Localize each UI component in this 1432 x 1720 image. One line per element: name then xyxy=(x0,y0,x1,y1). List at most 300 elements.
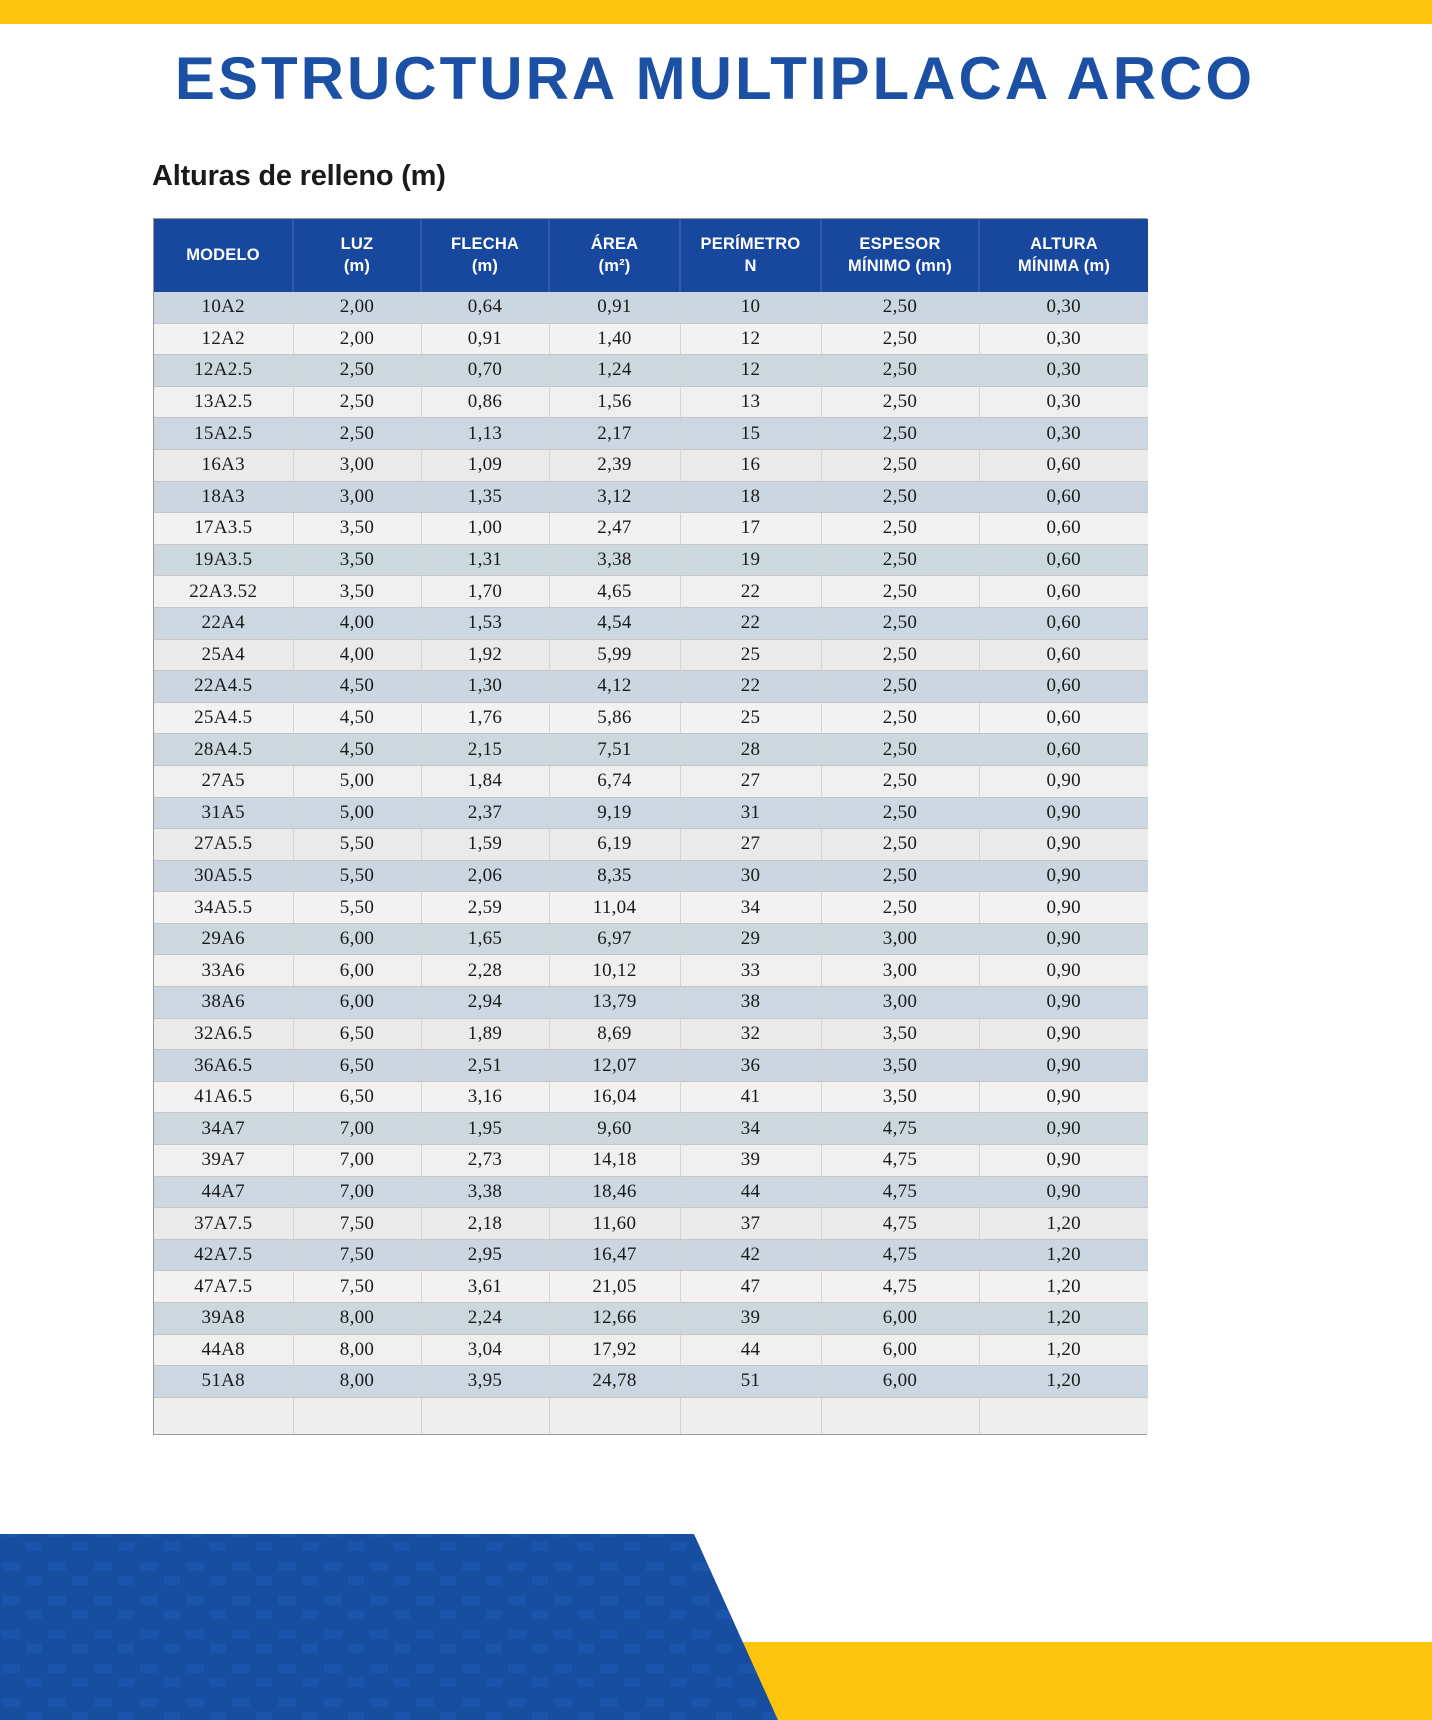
table-header xyxy=(154,219,1148,292)
table-cell: 7,51 xyxy=(549,734,680,766)
table-cell: 4,75 xyxy=(821,1176,979,1208)
table-cell: 2,50 xyxy=(821,355,979,387)
table-cell: 41A6.5 xyxy=(154,1081,293,1113)
table-cell: 37 xyxy=(680,1208,821,1240)
table-cell: 7,00 xyxy=(293,1176,421,1208)
table-cell: 1,40 xyxy=(549,323,680,355)
column-header-modelo xyxy=(154,219,293,292)
table-cell: 5,86 xyxy=(549,702,680,734)
column-header-luz xyxy=(293,219,421,292)
table-cell-blank xyxy=(154,1397,293,1434)
table-cell: 0,90 xyxy=(979,1145,1148,1177)
table-cell: 1,20 xyxy=(979,1239,1148,1271)
column-header-espesor-line1: ESPESOR xyxy=(859,235,941,254)
table-cell: 22A4 xyxy=(154,607,293,639)
table-cell: 2,50 xyxy=(821,481,979,513)
table-cell: 17A3.5 xyxy=(154,513,293,545)
table-cell: 6,00 xyxy=(293,987,421,1019)
table-cell: 0,91 xyxy=(421,323,549,355)
table-cell: 30 xyxy=(680,860,821,892)
table-cell: 33 xyxy=(680,955,821,987)
table-row xyxy=(154,639,1148,671)
table-cell: 16 xyxy=(680,449,821,481)
table-cell-blank xyxy=(549,1397,680,1434)
table-cell: 4,50 xyxy=(293,734,421,766)
table-cell: 2,15 xyxy=(421,734,549,766)
table-cell: 44A7 xyxy=(154,1176,293,1208)
table-cell: 2,50 xyxy=(821,513,979,545)
table-cell: 1,65 xyxy=(421,923,549,955)
table-cell: 9,19 xyxy=(549,797,680,829)
table-cell: 1,00 xyxy=(421,513,549,545)
spec-table-container xyxy=(153,218,1147,1435)
table-row xyxy=(154,702,1148,734)
table-cell: 34 xyxy=(680,892,821,924)
table-cell: 0,90 xyxy=(979,860,1148,892)
table-cell: 32A6.5 xyxy=(154,1018,293,1050)
table-cell: 0,60 xyxy=(979,671,1148,703)
table-cell: 42A7.5 xyxy=(154,1239,293,1271)
table-cell: 1,95 xyxy=(421,1113,549,1145)
table-cell: 12A2 xyxy=(154,323,293,355)
table-cell: 22A3.52 xyxy=(154,576,293,608)
table-cell: 0,60 xyxy=(979,607,1148,639)
table-cell: 47 xyxy=(680,1271,821,1303)
page-title: ESTRUCTURA MULTIPLACA ARCO xyxy=(174,45,1256,112)
table-cell: 8,00 xyxy=(293,1334,421,1366)
table-cell: 1,20 xyxy=(979,1303,1148,1335)
table-cell: 2,00 xyxy=(293,323,421,355)
table-cell: 0,30 xyxy=(979,355,1148,387)
table-row xyxy=(154,481,1148,513)
footer-yellow-shape xyxy=(662,1642,1432,1720)
table-cell: 6,50 xyxy=(293,1081,421,1113)
table-cell: 22 xyxy=(680,607,821,639)
table-row xyxy=(154,797,1148,829)
table-cell: 0,60 xyxy=(979,513,1148,545)
table-cell: 25 xyxy=(680,639,821,671)
column-header-flecha-line2: (m) xyxy=(471,256,499,275)
table-cell: 31A5 xyxy=(154,797,293,829)
table-cell: 3,50 xyxy=(821,1050,979,1082)
table-cell: 2,50 xyxy=(821,671,979,703)
table-cell: 15A2.5 xyxy=(154,418,293,450)
table-cell: 2,50 xyxy=(821,607,979,639)
table-cell: 12,07 xyxy=(549,1050,680,1082)
table-cell: 8,35 xyxy=(549,860,680,892)
table-row xyxy=(154,1176,1148,1208)
table-cell: 4,50 xyxy=(293,671,421,703)
table-cell: 4,54 xyxy=(549,607,680,639)
table-cell: 24,78 xyxy=(549,1366,680,1398)
table-cell: 2,24 xyxy=(421,1303,549,1335)
table-cell: 42 xyxy=(680,1239,821,1271)
table-cell: 1,76 xyxy=(421,702,549,734)
table-cell: 27A5 xyxy=(154,765,293,797)
table-cell: 2,06 xyxy=(421,860,549,892)
table-cell: 6,00 xyxy=(821,1334,979,1366)
table-cell: 2,50 xyxy=(821,892,979,924)
table-cell: 25A4 xyxy=(154,639,293,671)
table-cell: 2,37 xyxy=(421,797,549,829)
table-cell: 44A8 xyxy=(154,1334,293,1366)
table-cell-blank xyxy=(821,1397,979,1434)
table-row xyxy=(154,1208,1148,1240)
table-cell: 5,50 xyxy=(293,892,421,924)
table-cell: 41 xyxy=(680,1081,821,1113)
table-cell: 0,90 xyxy=(979,829,1148,861)
table-cell: 1,35 xyxy=(421,481,549,513)
table-cell: 16A3 xyxy=(154,449,293,481)
table-cell: 2,50 xyxy=(821,829,979,861)
table-cell: 11,60 xyxy=(549,1208,680,1240)
table-cell: 13 xyxy=(680,386,821,418)
table-cell: 44 xyxy=(680,1334,821,1366)
table-cell: 0,90 xyxy=(979,1081,1148,1113)
table-cell: 0,30 xyxy=(979,323,1148,355)
table-cell: 3,50 xyxy=(293,576,421,608)
table-cell: 2,47 xyxy=(549,513,680,545)
table-cell: 2,50 xyxy=(821,292,979,323)
table-cell: 29A6 xyxy=(154,923,293,955)
table-cell: 12,66 xyxy=(549,1303,680,1335)
table-cell: 0,60 xyxy=(979,639,1148,671)
table-row xyxy=(154,892,1148,924)
table-cell: 3,16 xyxy=(421,1081,549,1113)
table-cell-blank xyxy=(680,1397,821,1434)
table-cell: 19 xyxy=(680,544,821,576)
table-cell: 2,50 xyxy=(293,418,421,450)
table-row xyxy=(154,1334,1148,1366)
table-cell: 3,50 xyxy=(821,1018,979,1050)
table-row xyxy=(154,576,1148,608)
column-header-altura-line2: MÍNIMA (m) xyxy=(1017,256,1111,275)
table-cell: 2,50 xyxy=(821,639,979,671)
table-cell: 28 xyxy=(680,734,821,766)
table-cell: 28A4.5 xyxy=(154,734,293,766)
table-cell: 0,70 xyxy=(421,355,549,387)
table-cell: 11,04 xyxy=(549,892,680,924)
table-cell: 29 xyxy=(680,923,821,955)
table-cell: 10A2 xyxy=(154,292,293,323)
table-cell: 2,50 xyxy=(821,765,979,797)
table-cell: 16,47 xyxy=(549,1239,680,1271)
table-cell: 1,20 xyxy=(979,1366,1148,1398)
table-row xyxy=(154,449,1148,481)
table-cell: 6,74 xyxy=(549,765,680,797)
table-cell: 0,60 xyxy=(979,544,1148,576)
table-cell: 47A7.5 xyxy=(154,1271,293,1303)
table-cell: 34A7 xyxy=(154,1113,293,1145)
column-header-perimetro-line1: PERÍMETRO xyxy=(700,235,801,254)
table-cell: 1,84 xyxy=(421,765,549,797)
table-cell: 5,00 xyxy=(293,765,421,797)
table-cell: 1,20 xyxy=(979,1208,1148,1240)
table-cell: 0,60 xyxy=(979,702,1148,734)
footer-graphic xyxy=(0,1456,1432,1720)
table-cell: 30A5.5 xyxy=(154,860,293,892)
table-row xyxy=(154,987,1148,1019)
table-cell: 39A8 xyxy=(154,1303,293,1335)
table-cell: 3,50 xyxy=(293,513,421,545)
table-row xyxy=(154,355,1148,387)
table-cell: 2,59 xyxy=(421,892,549,924)
table-cell: 6,50 xyxy=(293,1050,421,1082)
table-cell: 27 xyxy=(680,829,821,861)
table-cell: 25 xyxy=(680,702,821,734)
table-cell: 0,60 xyxy=(979,449,1148,481)
table-cell: 7,50 xyxy=(293,1239,421,1271)
column-header-flecha xyxy=(421,219,549,292)
table-row xyxy=(154,1145,1148,1177)
table-cell: 0,30 xyxy=(979,386,1148,418)
table-cell: 17,92 xyxy=(549,1334,680,1366)
section-subtitle: Alturas de relleno (m) xyxy=(152,160,446,192)
table-cell: 10,12 xyxy=(549,955,680,987)
table-cell: 12 xyxy=(680,355,821,387)
table-cell: 4,75 xyxy=(821,1145,979,1177)
table-cell: 0,90 xyxy=(979,765,1148,797)
table-cell: 2,51 xyxy=(421,1050,549,1082)
table-cell: 36 xyxy=(680,1050,821,1082)
table-row xyxy=(154,1050,1148,1082)
column-header-area-line1: ÁREA xyxy=(590,235,639,254)
table-cell: 22 xyxy=(680,576,821,608)
table-cell: 13A2.5 xyxy=(154,386,293,418)
table-cell: 51 xyxy=(680,1366,821,1398)
table-cell: 3,38 xyxy=(549,544,680,576)
table-cell: 0,90 xyxy=(979,1018,1148,1050)
table-cell: 1,70 xyxy=(421,576,549,608)
table-cell: 2,50 xyxy=(821,449,979,481)
table-cell: 38 xyxy=(680,987,821,1019)
table-cell: 1,09 xyxy=(421,449,549,481)
table-cell: 7,00 xyxy=(293,1113,421,1145)
table-cell: 0,90 xyxy=(979,955,1148,987)
table-cell: 0,60 xyxy=(979,734,1148,766)
table-cell: 7,50 xyxy=(293,1271,421,1303)
table-cell: 22A4.5 xyxy=(154,671,293,703)
column-header-espesor-line2: MÍNIMO (mn) xyxy=(848,256,952,275)
table-cell: 1,89 xyxy=(421,1018,549,1050)
table-cell: 3,00 xyxy=(293,449,421,481)
table-cell: 9,60 xyxy=(549,1113,680,1145)
table-cell: 2,94 xyxy=(421,987,549,1019)
table-cell: 3,95 xyxy=(421,1366,549,1398)
table-cell: 18,46 xyxy=(549,1176,680,1208)
table-cell: 0,90 xyxy=(979,1113,1148,1145)
table-cell: 2,50 xyxy=(821,734,979,766)
table-cell-blank xyxy=(293,1397,421,1434)
table-cell: 0,60 xyxy=(979,481,1148,513)
table-cell: 13,79 xyxy=(549,987,680,1019)
table-cell: 6,00 xyxy=(293,923,421,955)
table-cell: 0,64 xyxy=(421,292,549,323)
table-cell: 2,50 xyxy=(821,576,979,608)
table-cell-blank xyxy=(421,1397,549,1434)
table-cell: 14,18 xyxy=(549,1145,680,1177)
table-cell: 6,19 xyxy=(549,829,680,861)
table-row xyxy=(154,323,1148,355)
column-header-perimetro-line2: N xyxy=(744,256,757,275)
table-cell: 51A8 xyxy=(154,1366,293,1398)
table-cell: 4,00 xyxy=(293,607,421,639)
table-cell: 0,90 xyxy=(979,797,1148,829)
table-cell: 1,56 xyxy=(549,386,680,418)
table-cell: 32 xyxy=(680,1018,821,1050)
table-cell: 18 xyxy=(680,481,821,513)
table-cell: 1,53 xyxy=(421,607,549,639)
footer-shapes xyxy=(0,1456,1432,1720)
table-cell: 37A7.5 xyxy=(154,1208,293,1240)
table-cell: 10 xyxy=(680,292,821,323)
table-cell: 39 xyxy=(680,1303,821,1335)
table-cell: 2,50 xyxy=(821,797,979,829)
table-cell: 6,00 xyxy=(293,955,421,987)
table-row xyxy=(154,1366,1148,1398)
table-cell: 39 xyxy=(680,1145,821,1177)
table-row xyxy=(154,860,1148,892)
table-cell: 2,00 xyxy=(293,292,421,323)
column-header-luz-line2: (m) xyxy=(343,256,371,275)
column-header-altura xyxy=(979,219,1148,292)
table-cell: 4,00 xyxy=(293,639,421,671)
column-header-luz-line1: LUZ xyxy=(340,235,374,254)
table-cell: 0,30 xyxy=(979,418,1148,450)
table-cell: 3,50 xyxy=(293,544,421,576)
table-cell: 3,00 xyxy=(821,955,979,987)
table-cell: 2,28 xyxy=(421,955,549,987)
table-cell: 3,61 xyxy=(421,1271,549,1303)
table-cell: 25A4.5 xyxy=(154,702,293,734)
table-cell: 3,12 xyxy=(549,481,680,513)
table-cell: 3,00 xyxy=(821,987,979,1019)
table-cell: 4,65 xyxy=(549,576,680,608)
table-row xyxy=(154,1271,1148,1303)
table-row-blank xyxy=(154,1397,1148,1434)
table-cell: 0,90 xyxy=(979,892,1148,924)
table-cell: 6,50 xyxy=(293,1018,421,1050)
table-cell: 1,92 xyxy=(421,639,549,671)
table-cell: 0,91 xyxy=(549,292,680,323)
table-cell: 4,75 xyxy=(821,1239,979,1271)
table-cell: 4,75 xyxy=(821,1113,979,1145)
table-cell: 17 xyxy=(680,513,821,545)
table-cell: 12 xyxy=(680,323,821,355)
column-header-area-line2: (m²) xyxy=(598,256,631,275)
table-cell: 5,50 xyxy=(293,860,421,892)
table-cell: 8,69 xyxy=(549,1018,680,1050)
column-header-flecha-line1: FLECHA xyxy=(450,235,520,254)
table-cell: 2,50 xyxy=(821,544,979,576)
table-cell: 21,05 xyxy=(549,1271,680,1303)
table-row xyxy=(154,829,1148,861)
table-cell: 6,00 xyxy=(821,1366,979,1398)
top-accent-bar xyxy=(0,0,1432,24)
table-row xyxy=(154,1303,1148,1335)
table-cell: 31 xyxy=(680,797,821,829)
table-cell: 1,24 xyxy=(549,355,680,387)
table-cell: 39A7 xyxy=(154,1145,293,1177)
table-cell: 34A5.5 xyxy=(154,892,293,924)
table-cell: 0,30 xyxy=(979,292,1148,323)
table-cell: 7,00 xyxy=(293,1145,421,1177)
table-cell: 0,60 xyxy=(979,576,1148,608)
table-cell: 0,90 xyxy=(979,923,1148,955)
table-row xyxy=(154,734,1148,766)
table-row xyxy=(154,765,1148,797)
table-cell: 34 xyxy=(680,1113,821,1145)
table-cell: 2,17 xyxy=(549,418,680,450)
footer-blue-shape xyxy=(0,1534,778,1720)
table-cell: 0,86 xyxy=(421,386,549,418)
table-cell: 2,50 xyxy=(293,386,421,418)
table-cell: 1,30 xyxy=(421,671,549,703)
column-header-espesor xyxy=(821,219,979,292)
table-cell: 2,50 xyxy=(821,386,979,418)
table-cell: 2,95 xyxy=(421,1239,549,1271)
table-body xyxy=(154,292,1148,1434)
table-cell: 3,00 xyxy=(293,481,421,513)
table-cell: 3,00 xyxy=(821,923,979,955)
table-row xyxy=(154,671,1148,703)
table-cell: 16,04 xyxy=(549,1081,680,1113)
table-row xyxy=(154,292,1148,323)
table-cell: 2,73 xyxy=(421,1145,549,1177)
table-cell: 33A6 xyxy=(154,955,293,987)
table-cell: 27 xyxy=(680,765,821,797)
table-cell: 3,04 xyxy=(421,1334,549,1366)
column-header-modelo-line1: MODELO xyxy=(186,245,260,264)
table-cell: 22 xyxy=(680,671,821,703)
table-cell: 0,90 xyxy=(979,987,1148,1019)
table-cell: 8,00 xyxy=(293,1366,421,1398)
table-cell: 1,31 xyxy=(421,544,549,576)
table-cell: 6,00 xyxy=(821,1303,979,1335)
table-cell: 3,50 xyxy=(821,1081,979,1113)
table-cell: 5,99 xyxy=(549,639,680,671)
table-row xyxy=(154,607,1148,639)
table-cell: 3,38 xyxy=(421,1176,549,1208)
table-row xyxy=(154,544,1148,576)
table-cell: 18A3 xyxy=(154,481,293,513)
table-cell: 36A6.5 xyxy=(154,1050,293,1082)
table-cell: 1,20 xyxy=(979,1271,1148,1303)
table-row xyxy=(154,386,1148,418)
table-row xyxy=(154,955,1148,987)
table-cell: 1,59 xyxy=(421,829,549,861)
table-cell: 4,12 xyxy=(549,671,680,703)
table-cell: 1,20 xyxy=(979,1334,1148,1366)
table-cell-blank xyxy=(979,1397,1148,1434)
table-cell: 2,50 xyxy=(821,323,979,355)
table-cell: 4,50 xyxy=(293,702,421,734)
table-cell: 44 xyxy=(680,1176,821,1208)
table-cell: 4,75 xyxy=(821,1208,979,1240)
table-cell: 19A3.5 xyxy=(154,544,293,576)
table-cell: 2,50 xyxy=(821,860,979,892)
table-cell: 8,00 xyxy=(293,1303,421,1335)
table-row xyxy=(154,418,1148,450)
table-cell: 27A5.5 xyxy=(154,829,293,861)
table-cell: 5,50 xyxy=(293,829,421,861)
table-header-row xyxy=(154,219,1148,292)
table-cell: 2,50 xyxy=(293,355,421,387)
table-cell: 5,00 xyxy=(293,797,421,829)
table-row xyxy=(154,923,1148,955)
table-row xyxy=(154,1018,1148,1050)
table-cell: 2,39 xyxy=(549,449,680,481)
